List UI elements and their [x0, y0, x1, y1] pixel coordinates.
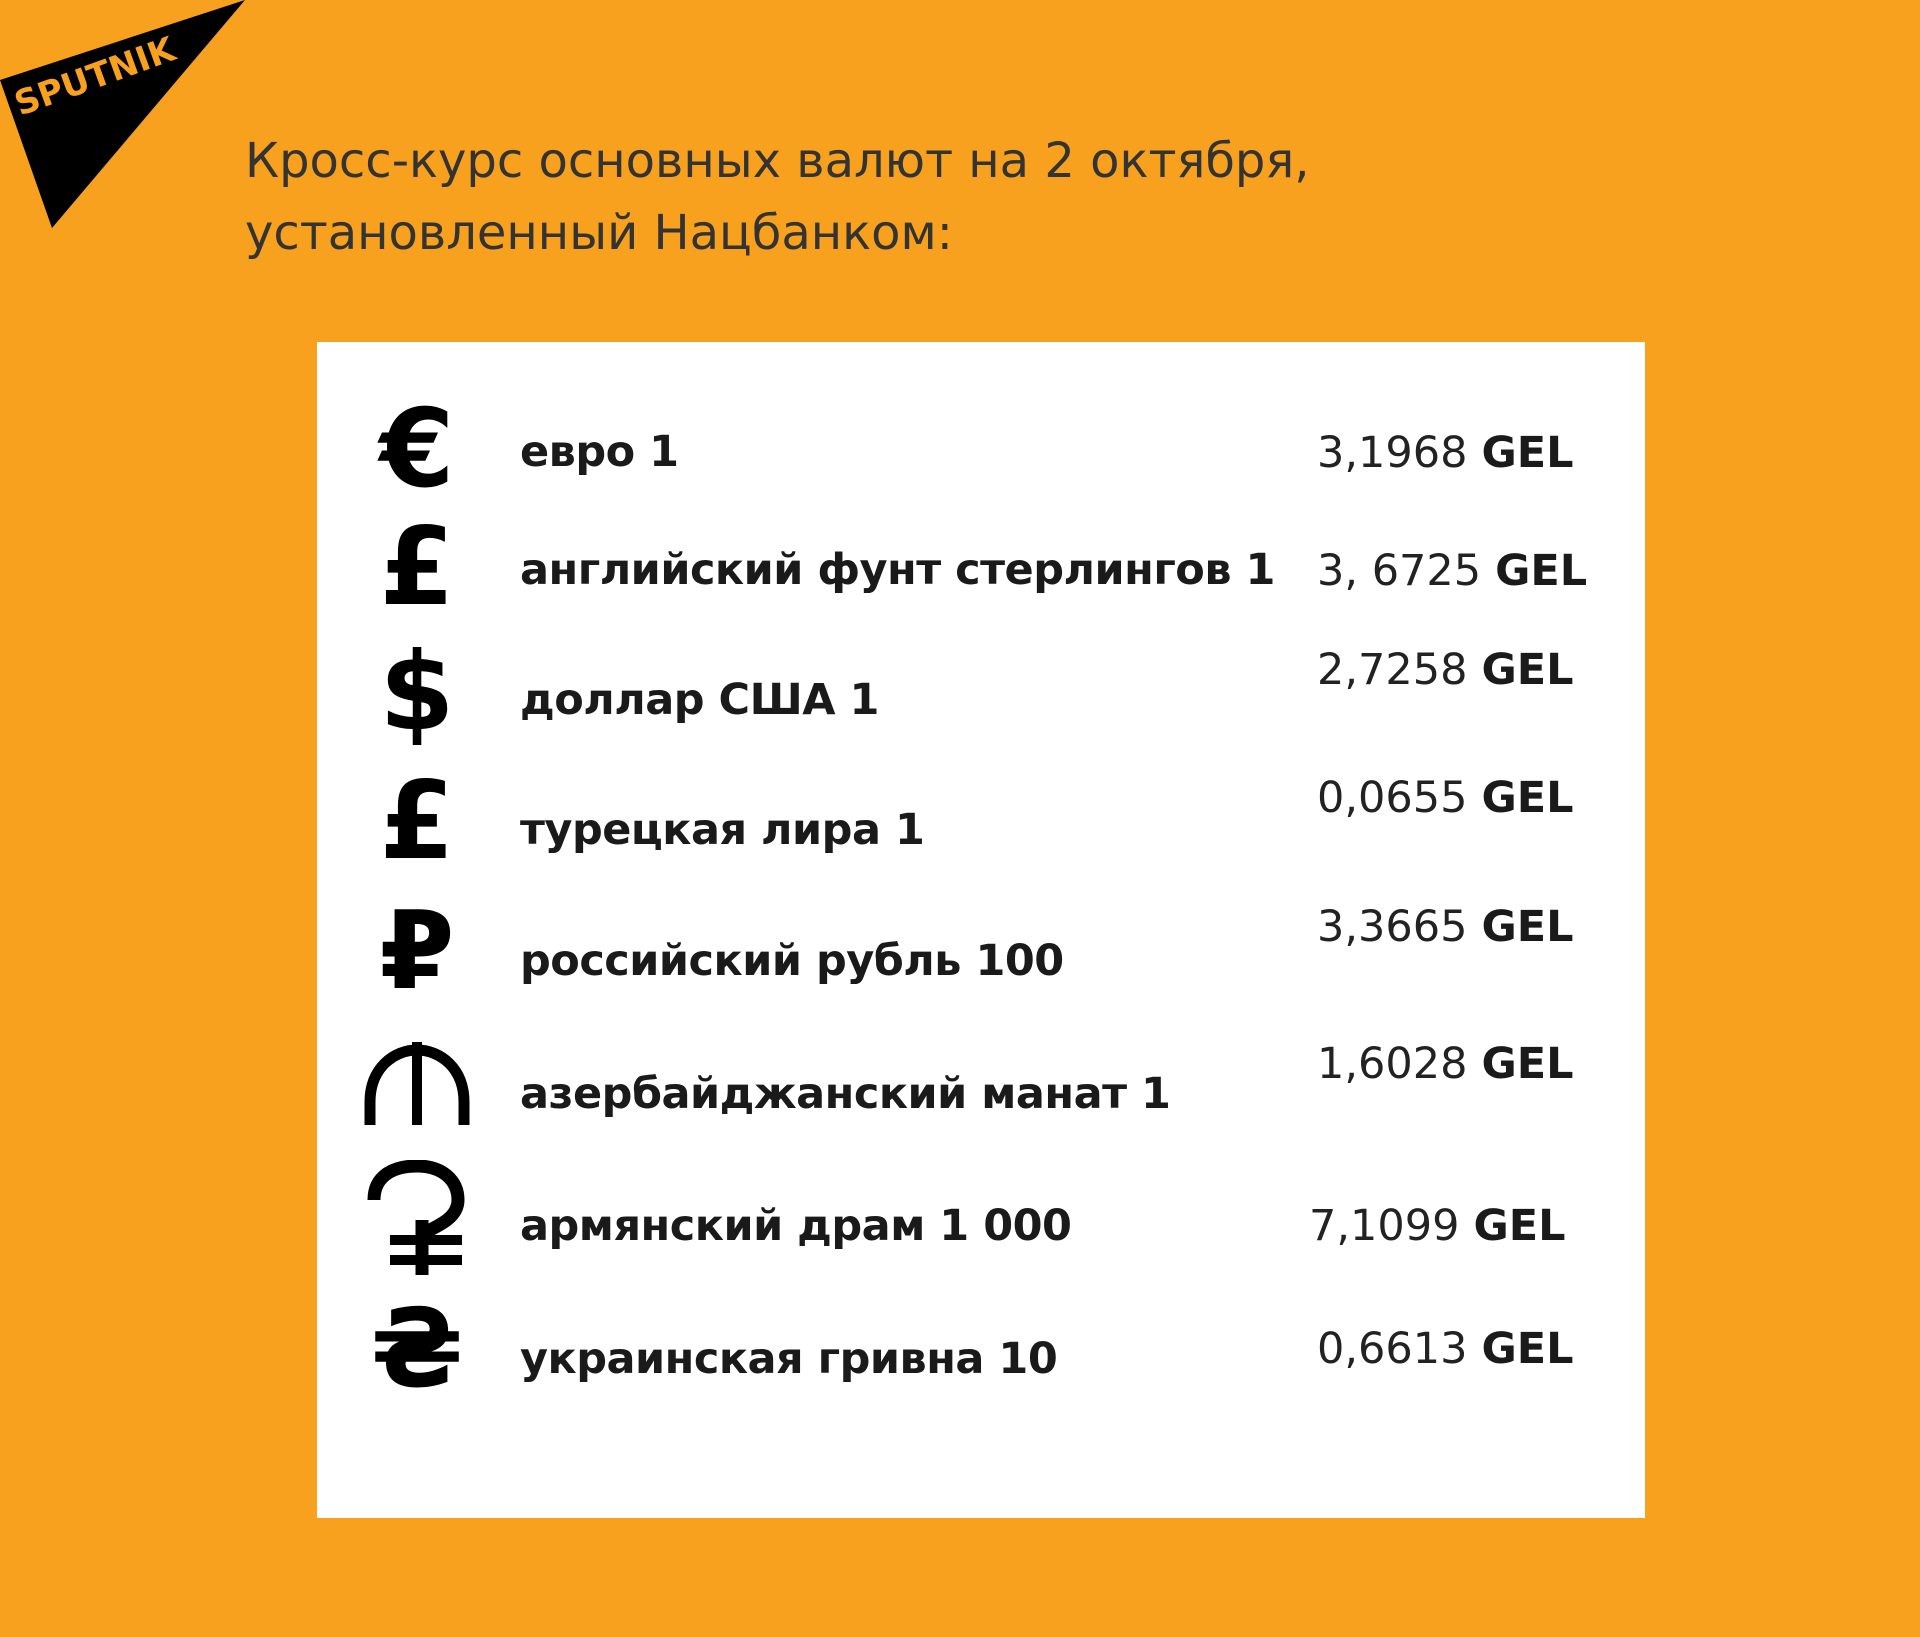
title-line-2: установленный Нацбанком:	[245, 205, 953, 261]
rate-value	[1317, 1039, 1574, 1089]
ruble-icon: ₽	[379, 889, 455, 1014]
rate-number: 7,1099	[1309, 1201, 1460, 1251]
rate-currency: GEL	[1495, 546, 1588, 596]
rates-card	[317, 342, 1645, 1518]
rate-value	[1317, 645, 1574, 695]
rate-currency: GEL	[1481, 428, 1574, 478]
logo-text: SPUTNIK	[9, 29, 181, 125]
manat-icon	[362, 1025, 472, 1145]
rate-currency: GEL	[1481, 645, 1574, 695]
rate-number: 3, 6725	[1317, 546, 1482, 596]
rate-row-hryvnia	[317, 1287, 1645, 1412]
euro-icon: €	[379, 387, 455, 512]
rate-number: 0,6613	[1317, 1324, 1468, 1374]
rate-value	[1317, 428, 1574, 478]
rate-number: 1,6028	[1317, 1039, 1468, 1089]
rate-row-ruble	[317, 889, 1645, 1014]
rate-value	[1317, 902, 1574, 952]
sputnik-logo	[0, 0, 250, 230]
dollar-icon: $	[379, 630, 455, 755]
rate-row-lira	[317, 759, 1645, 884]
hryvnia-icon: ₴	[370, 1287, 464, 1412]
rate-currency: GEL	[1481, 902, 1574, 952]
currency-name: евро 1	[520, 427, 679, 477]
rate-number: 3,1968	[1317, 428, 1468, 478]
currency-name: азербайджанский манат 1	[520, 1069, 1171, 1119]
lira-icon: £	[379, 759, 455, 884]
rate-number: 0,0655	[1317, 773, 1468, 823]
rate-currency: GEL	[1481, 773, 1574, 823]
rate-row-dollar	[317, 630, 1645, 755]
currency-name: английский фунт стерлингов 1	[520, 545, 1275, 595]
rate-row-manat	[317, 1025, 1645, 1145]
page-title	[245, 125, 1645, 269]
currency-name: российский рубль 100	[520, 936, 1064, 986]
pound-icon: £	[379, 505, 455, 630]
rate-row-pound	[317, 505, 1645, 630]
rate-value	[1317, 773, 1574, 823]
rate-number: 2,7258	[1317, 645, 1468, 695]
currency-name: турецкая лира 1	[520, 805, 925, 855]
rate-currency: GEL	[1481, 1324, 1574, 1374]
currency-name: доллар США 1	[520, 675, 879, 725]
rate-value	[1317, 546, 1587, 596]
dram-icon	[362, 1157, 472, 1277]
currency-name: армянский драм 1 000	[520, 1201, 1072, 1251]
rate-number: 3,3665	[1317, 902, 1468, 952]
rate-currency: GEL	[1473, 1201, 1566, 1251]
rate-row-dram	[317, 1157, 1645, 1277]
rate-value	[1317, 1324, 1574, 1374]
title-line-1: Кросс-курс основных валют на 2 октября,	[245, 133, 1310, 189]
rate-currency: GEL	[1481, 1039, 1574, 1089]
rate-value	[1309, 1201, 1566, 1251]
currency-name: украинская гривна 10	[520, 1334, 1058, 1384]
rate-row-euro	[317, 387, 1645, 512]
